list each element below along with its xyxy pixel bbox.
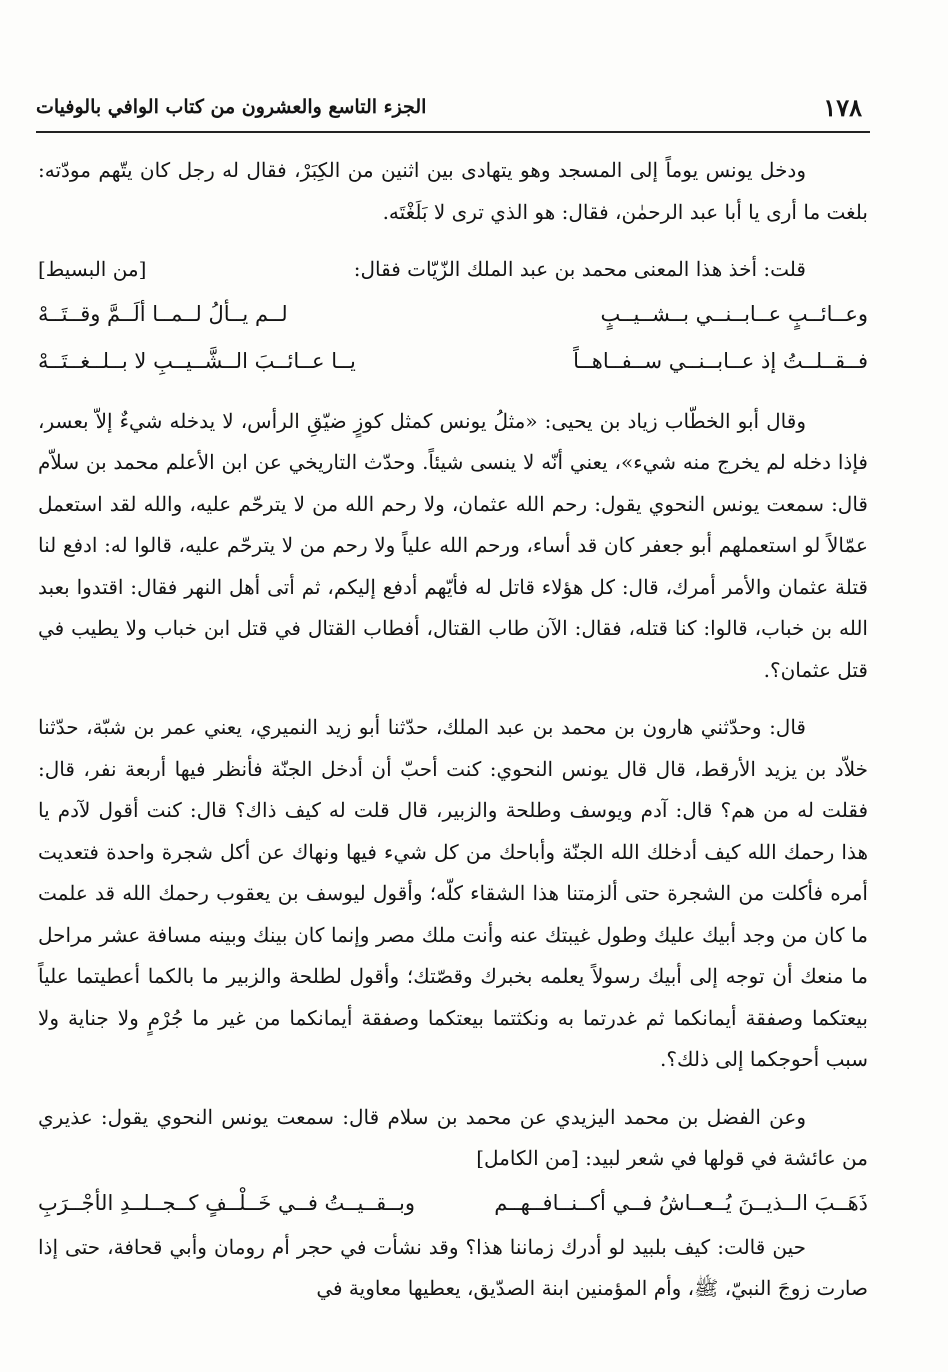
header-divider — [36, 131, 870, 133]
page-number: ١٧٨ — [823, 92, 862, 122]
verse-line — [38, 338, 868, 385]
verse-hemistich-second: وبــقــيــتُ فــي خَــلْــفٍ كــجــلــدِ الأجْــرَبِ — [38, 1190, 416, 1215]
verse-hemistich-second: يــا عــائــبَ الــشَّــيــبِ لا بــلــغــتَــهْ — [38, 348, 356, 373]
verse-line — [38, 291, 868, 338]
paragraph: حين قالت: كيف بلبيد لو أدرك زماننا هذا؟ وقد نشأت في حجر أم رومان وأبي قحافة، حتى إذا صارت زوجَ النبيّ، ﷺ، وأم المؤمنين ابنة الصدّيق، يعطيها معاوية في — [38, 1234, 868, 1300]
verse-hemistich-second: لــم يــألُ لــمــا ألَــمَّ وقــتَــهْ — [38, 301, 288, 326]
paragraph-with-meter — [38, 249, 868, 291]
paragraph: وقال أبو الخطّاب زياد بن يحيى: «مثلُ يونس كمثل كوزٍ ضيّقِ الرأس، لا يدخله شيءٌ إلاّ بعسر، فإذا دخله لم يخرج منه شيء»، يعني أنّه لا ينسى شيئاً. وحدّث التاريخي عن ابن الأعلم محمد بن سلاّم قال: سمعت يونس النحوي يقول: رحم الله عثمان، ولا رحم الله من لا يترحّم عليه، والله لقد استعمل عمّالاً لو استعملهم أبو جعفر كان قد أساء، ورحم الله علياً ولا رحم من لا يترحّم عليه، قالوا له: ادفع لنا قتلة عثمان والأمر أمرك، قال: كل هؤلاء قاتل له فأيّهم أدفع إليكم، ثم أتى أهل النهر فقال: اقتدوا بعبد الله بن خباب، قالوا: كنا قتله، فقال: الآن طاب القتال، أفطاب القتال في قتل ابن خباب ولا يطيب في قتل عثمان؟. — [38, 408, 868, 682]
verse-hemistich-first: ذَهَــبَ الــذيــنَ يُــعــاشُ فــي أكــنــافــهــم — [494, 1190, 868, 1215]
paragraph-text: وعن الفضل بن محمد اليزيدي عن محمد بن سلام قال: سمعت يونس النحوي يقول: عذيري من عائشة في قولها في شعر لبيد: — [38, 1104, 868, 1170]
paragraph — [38, 1097, 868, 1180]
verse-hemistich-first: فــقــلــتُ إذ عــابــنــي ســفــاهــاً — [573, 348, 868, 373]
paragraph: ودخل يونس يوماً إلى المسجد وهو يتهادى بين اثنين من الكِبَرْ، فقال له رجل كان يتّهم مودّته: بلغت ما أرى يا أبا عبد الرحمٰن، فقال: هو الذي ترى لا بَلَغْتَه. — [38, 158, 868, 224]
page-body — [38, 150, 868, 1310]
verse-line — [38, 1180, 868, 1227]
paragraph-text: قلت: أخذ هذا المعنى محمد بن عبد الملك الزّيّات فقال: — [353, 257, 806, 281]
paragraph: قال: وحدّثني هارون بن محمد بن عبد الملك، حدّثنا أبو زيد النميري، يعني عمر بن شبّة، حدّثنا خلاّد بن يزيد الأرقط، قال قال يونس النحوي: كنت أحبّ أن أدخل الجنّة فأنظر فيها أربعة نفر، قال: فقلت له من هم؟ قال: آدم ويوسف وطلحة والزبير، قال قلت له كيف ذاك؟ قال: كنت أقول لآدم يا هذا رحمك الله كيف أدخلك الله الجنّة وأباحك من كل شيء فيها ونهاك عن أكل شجرة واحدة فتعديت أمره فأكلت من الشجرة حتى ألزمتنا هذا الشقاء كلّه؛ وأقول ليوسف بن يعقوب رحمك الله قد علمت ما كان من وجد أبيك عليك وطول غيبتك عنه وأنت ملك مصر وإنما كان بينك وبينه مسافة عشر مراحل ما منعك أن توجه إلى أبيك رسولاً يعلمه بخبرك وقصّتك؛ وأقول لطلحة والزبير ما بالكما أعطيتما علياً بيعتكما وصفقة أيمانكما ثم غدرتما به ونكثتما بيعتكما وصفقة أيمانكما من غير ما جُرْمٍ ولا جناية ولا سبب أحوجكما إلى ذلك؟. — [38, 715, 868, 1071]
meter-label: [من الكامل] — [476, 1146, 579, 1170]
page-header — [36, 86, 862, 128]
meter-label: [من البسيط] — [38, 257, 147, 281]
running-title: الجزء التاسع والعشرون من كتاب الوافي بالوفيات — [36, 96, 427, 118]
verse-hemistich-first: وعــائــبٍ عــابــنــي بــشــيــبٍ — [600, 301, 868, 326]
